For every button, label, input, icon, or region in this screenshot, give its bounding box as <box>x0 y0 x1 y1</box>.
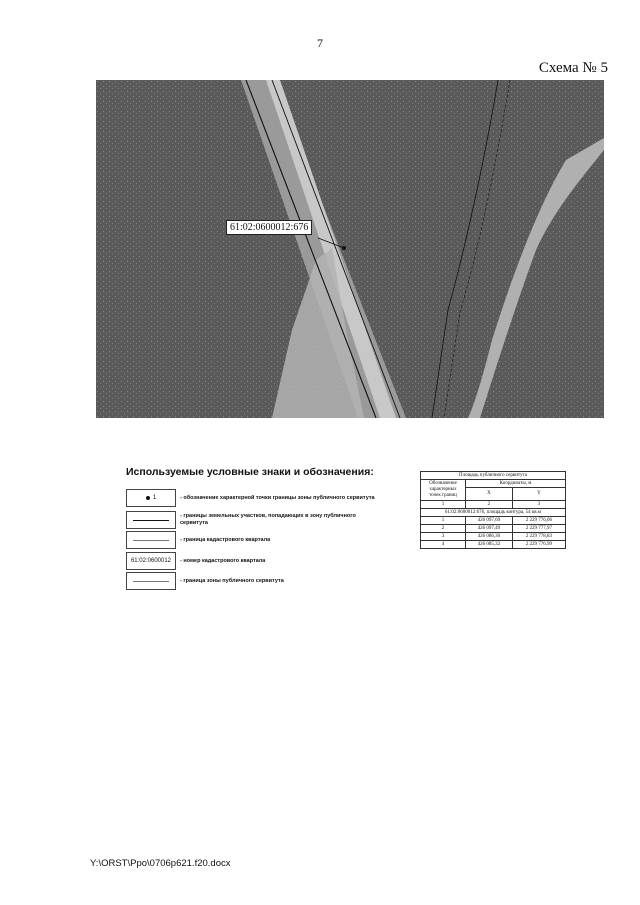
points-column-header: Обозначение характерных точек границ <box>421 480 466 501</box>
y-value: 2 229 777,97 <box>512 525 565 533</box>
point-id: 2 <box>421 525 466 533</box>
y-value: 2 229 778,83 <box>512 533 565 541</box>
point-id: 3 <box>421 533 466 541</box>
point-dot-icon <box>146 496 150 500</box>
y-value: 2 229 776,99 <box>512 541 565 549</box>
parcel-number-label: 61:02:0600012:676 <box>226 220 312 235</box>
scheme-title: Схема № 5 <box>538 60 608 76</box>
legend-item-text: - граница кадастрового квартала <box>180 536 271 543</box>
legend-item-land-plots <box>126 511 380 529</box>
x-value: 426 086,30 <box>466 533 513 541</box>
column-number: 1 <box>421 501 466 509</box>
point-id: 1 <box>421 517 466 525</box>
legend-item-text: - граница зоны публичного сервитута <box>180 577 284 584</box>
coordinates-table <box>420 471 566 549</box>
table-row <box>421 517 566 525</box>
file-path-footer: Y:\ORST\Ppo\0706p621.f20.docx <box>90 858 231 869</box>
y-column-header: Y <box>512 488 565 501</box>
legend-symbol-text: 1 <box>152 495 157 501</box>
table-row <box>421 525 566 533</box>
legend-item-text: - границы земельных участков, попадающих в зону публичного сервитута <box>180 513 356 526</box>
thin-line-icon <box>133 540 169 541</box>
x-value: 426 097,69 <box>466 517 513 525</box>
table-row <box>421 533 566 541</box>
legend-symbol-box <box>126 489 176 507</box>
satellite-map <box>96 80 604 418</box>
x-column-header: X <box>466 488 513 501</box>
legend-symbol-text: 61:02:0600012 <box>130 558 172 564</box>
table-title: Площадь публичного сервитута <box>421 472 566 480</box>
page-number: 7 <box>317 36 323 50</box>
x-value: 426 097,49 <box>466 525 513 533</box>
table-row <box>421 541 566 549</box>
legend-symbol-box <box>126 511 176 529</box>
legend-item-servitude-boundary <box>126 572 380 590</box>
thin-line-icon <box>133 581 169 582</box>
legend-item-point <box>126 489 380 507</box>
legend-item-quarter-number <box>126 552 380 570</box>
y-value: 2 229 776,06 <box>512 517 565 525</box>
map-imagery <box>96 80 604 418</box>
legend-item-text: - номер кадастрового квартала <box>180 557 266 564</box>
legend-symbol-box <box>126 552 176 570</box>
solid-line-icon <box>133 520 169 521</box>
coordinates-header: Координаты, м <box>466 480 566 488</box>
column-number: 3 <box>512 501 565 509</box>
legend-symbol-box <box>126 572 176 590</box>
legend-symbol-box <box>126 531 176 549</box>
table-section-header: 61:02:0600012:676, площадь контура, 54 кв.м <box>421 509 566 517</box>
legend-item-quarter-boundary <box>126 531 380 549</box>
column-number: 2 <box>466 501 513 509</box>
legend-title: Используемые условные знаки и обозначения: <box>126 466 374 478</box>
legend-item-text: - обозначение характерной точки границы зоны публичного сервитута <box>180 494 375 501</box>
x-value: 426 085,32 <box>466 541 513 549</box>
column-number-row <box>421 501 566 509</box>
characteristic-point-marker <box>342 246 346 250</box>
point-id: 4 <box>421 541 466 549</box>
